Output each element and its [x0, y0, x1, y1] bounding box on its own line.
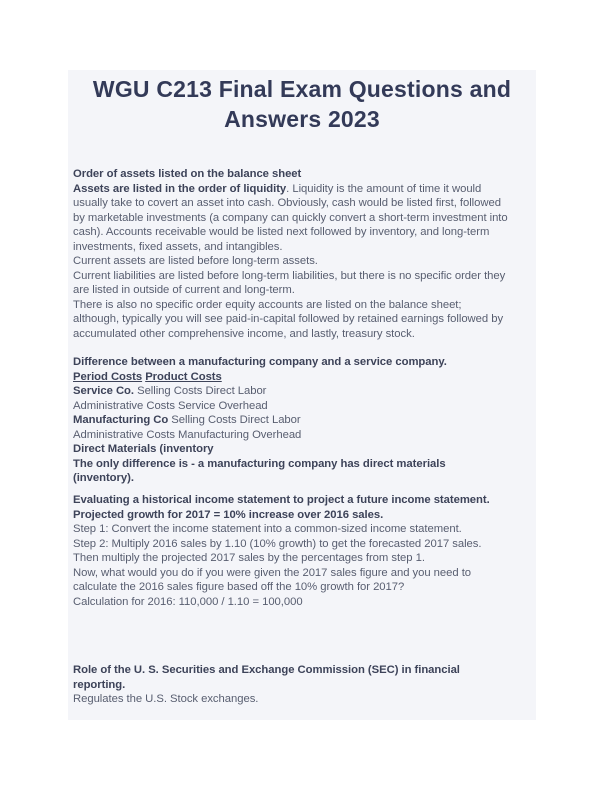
- text-line: [73, 384, 536, 399]
- text-run: Administrative Costs Service Overhead: [73, 399, 268, 412]
- text-run: Selling Costs Direct Labor: [168, 414, 301, 426]
- text-run: Projected growth for 2017 = 10% increase over 2016 sales.: [73, 508, 384, 521]
- text-line: [73, 428, 536, 443]
- text-line: [73, 537, 536, 552]
- text-run: usually take to covert an asset into cash. Obviously, cash would be listed first, followed: [73, 197, 501, 209]
- text-line: [73, 508, 536, 523]
- text-run: . Liquidity is the amount of time it would: [286, 182, 482, 195]
- text-line: [73, 283, 536, 298]
- text-run: Selling Costs Direct Labor: [134, 385, 267, 397]
- section-income-statement-projection: [73, 493, 536, 609]
- text-line: [73, 580, 536, 595]
- text-line: [73, 225, 536, 240]
- text-line: [73, 298, 536, 313]
- text-run: Manufacturing Co: [73, 414, 169, 426]
- text-run: Then multiply the projected 2017 sales by the percentages from step 1.: [73, 552, 425, 564]
- text-line: [73, 493, 536, 508]
- text-line: [73, 327, 536, 342]
- text-line: [73, 182, 536, 197]
- text-run: accumulated other comprehensive income, and lastly, treasury stock.: [73, 327, 415, 340]
- text-run: reporting.: [73, 678, 126, 691]
- text-line: [73, 196, 536, 211]
- text-line: [73, 692, 536, 707]
- text-run: Step 2: Multiply 2016 sales by 1.10 (10% growth) to get the forecasted 2017 sales.: [73, 537, 482, 550]
- text-run: although, typically you will see paid-in-capital followed by retained earnings followed by: [73, 313, 504, 325]
- text-line: [73, 269, 536, 284]
- text-run: Administrative Costs Manufacturing Overhead: [73, 428, 302, 441]
- text-run: Product Costs: [145, 370, 222, 383]
- text-run: Order of assets listed on the balance sheet: [73, 168, 302, 180]
- text-run: Current liabilities are listed before long-term liabilities, but there is no specific order they: [73, 269, 506, 282]
- text-run: Evaluating a historical income statement to project a future income statement.: [73, 494, 490, 506]
- text-run: Calculation for 2016: 110,000 / 1.10 = 100,000: [73, 595, 303, 608]
- text-run: investments, fixed assets, and intangibles.: [73, 240, 283, 253]
- text-run: The only difference is - a manufacturing company has direct materials: [73, 457, 446, 470]
- document-title-line-1: WGU C213 Final Exam Questions and: [92, 76, 512, 102]
- text-run: cash). Accounts receivable would be listed next followed by inventory, and long-term: [73, 226, 490, 238]
- text-line: [73, 457, 536, 472]
- text-line: [73, 678, 536, 693]
- text-run: Period Costs: [73, 370, 143, 383]
- text-line: [73, 399, 536, 414]
- text-line: [73, 522, 536, 537]
- text-run: calculate the 2016 sales figure based off the 10% growth for 2017?: [73, 581, 405, 593]
- text-run: are listed in outside of current and long-term.: [73, 284, 295, 296]
- document-title-line-2: Answers 2023: [224, 106, 380, 132]
- text-run: Direct Materials (inventory: [73, 443, 214, 455]
- text-line: [73, 442, 536, 457]
- document-page: [68, 70, 536, 720]
- section-sec-role: [73, 663, 536, 707]
- text-line: [73, 240, 536, 255]
- text-line: [73, 471, 536, 486]
- text-run: Step 1: Convert the income statement into a common-sized income statement.: [73, 523, 462, 535]
- text-line: [73, 254, 536, 269]
- text-run: Regulates the U.S. Stock exchanges.: [73, 693, 259, 705]
- text-run: There is also no specific order equity accounts are listed on the balance sheet;: [73, 298, 462, 311]
- text-line: [73, 566, 536, 581]
- text-run: (inventory).: [73, 472, 134, 484]
- text-line: [73, 355, 536, 370]
- text-line: [73, 167, 536, 182]
- text-run: Assets are listed in the order of liquidity: [73, 182, 287, 195]
- text-run: Current assets are listed before long-term assets.: [73, 255, 318, 267]
- text-line: [73, 663, 536, 678]
- section-order-of-assets: [73, 167, 536, 341]
- text-run: Difference between a manufacturing company and a service company.: [73, 356, 447, 368]
- document-body: [68, 70, 536, 720]
- text-line: [73, 595, 536, 610]
- text-run: Role of the U. S. Securities and Exchange Commission (SEC) in financial: [73, 664, 460, 676]
- section-manufacturing-vs-service: [73, 355, 536, 486]
- text-line: [73, 413, 536, 428]
- text-run: by marketable investments (a company can quickly convert a short-term investment into: [73, 211, 508, 224]
- text-line: [73, 370, 536, 385]
- text-line: [73, 211, 536, 226]
- text-run: Now, what would you do if you were given the 2017 sales figure and you need to: [73, 566, 472, 579]
- text-run: Service Co.: [73, 385, 134, 397]
- text-line: [73, 551, 536, 566]
- text-line: [73, 312, 536, 327]
